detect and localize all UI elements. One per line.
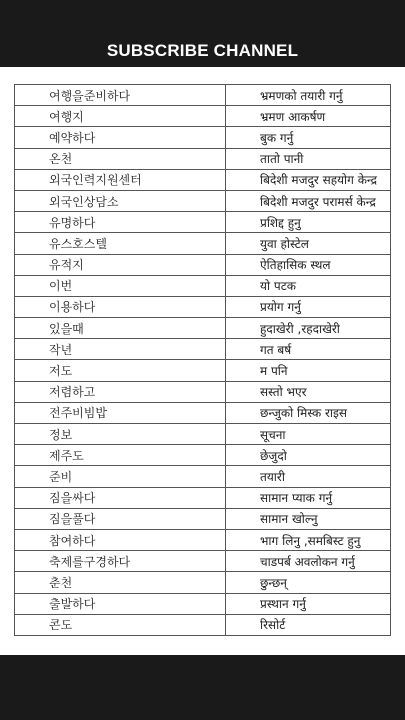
nepali-meaning-cell: ऐतिहासिक स्थल: [226, 254, 391, 275]
korean-word-cell: 유명하다: [15, 212, 226, 233]
nepali-meaning-cell: बिदेशी मजदुर परामर्स केन्द्र: [226, 190, 391, 211]
korean-word-cell: 작년: [15, 339, 226, 360]
vocabulary-table-body: [15, 85, 391, 636]
korean-word-cell: 춘천: [15, 572, 226, 593]
korean-word-cell: 유적지: [15, 254, 226, 275]
nepali-meaning-cell: बिदेशी मजदुर सहयोग केन्द्र: [226, 169, 391, 190]
nepali-meaning-cell: भ्रमणको तयारी गर्नु: [226, 85, 391, 106]
korean-word-cell: 출발하다: [15, 593, 226, 614]
table-row: [15, 169, 391, 190]
korean-word-cell: 짐을싸다: [15, 487, 226, 508]
nepali-meaning-cell: सस्तो भएर: [226, 381, 391, 402]
nepali-meaning-cell: म पनि: [226, 360, 391, 381]
table-row: [15, 508, 391, 529]
nepali-meaning-cell: भाग लिनु ,समबिस्ट हुनु: [226, 529, 391, 550]
nepali-meaning-cell: सामान खोल्नु: [226, 508, 391, 529]
table-row: [15, 339, 391, 360]
table-row: [15, 127, 391, 148]
korean-word-cell: 이번: [15, 275, 226, 296]
table-row: [15, 296, 391, 317]
korean-word-cell: 이용하다: [15, 296, 226, 317]
korean-word-cell: 유스호스텔: [15, 233, 226, 254]
nepali-meaning-cell: तातो पानी: [226, 148, 391, 169]
table-row: [15, 275, 391, 296]
subscribe-banner-title: SUBSCRIBE CHANNEL: [106, 41, 299, 60]
table-row: [15, 529, 391, 550]
nepali-meaning-cell: बुक गर्नु: [226, 127, 391, 148]
korean-word-cell: 여행지: [15, 106, 226, 127]
nepali-meaning-cell: सूचना: [226, 424, 391, 445]
table-row: [15, 233, 391, 254]
table-row: [15, 424, 391, 445]
korean-word-cell: 콘도: [15, 614, 226, 635]
korean-word-cell: 온천: [15, 148, 226, 169]
table-row: [15, 148, 391, 169]
nepali-meaning-cell: यो पटक: [226, 275, 391, 296]
nepali-meaning-cell: छन्जुको मिस्क राइस: [226, 402, 391, 423]
korean-word-cell: 외국인상담소: [15, 190, 226, 211]
nepali-meaning-cell: तयारी: [226, 466, 391, 487]
nepali-meaning-cell: छेजुदो: [226, 445, 391, 466]
korean-word-cell: 정보: [15, 424, 226, 445]
table-row: [15, 551, 391, 572]
nepali-meaning-cell: प्रस्थान गर्नु: [226, 593, 391, 614]
table-row: [15, 212, 391, 233]
korean-word-cell: 있을때: [15, 318, 226, 339]
vocabulary-table: [14, 84, 391, 636]
nepali-meaning-cell: प्रयोग गर्नु: [226, 296, 391, 317]
korean-word-cell: 준비: [15, 466, 226, 487]
nepali-meaning-cell: प्रशिद्द हुनु: [226, 212, 391, 233]
table-row: [15, 445, 391, 466]
table-row: [15, 85, 391, 106]
korean-word-cell: 저렴하고: [15, 381, 226, 402]
nepali-meaning-cell: रिसोर्ट: [226, 614, 391, 635]
korean-word-cell: 전주비빔밥: [15, 402, 226, 423]
korean-word-cell: 제주도: [15, 445, 226, 466]
table-row: [15, 254, 391, 275]
table-row: [15, 106, 391, 127]
table-row: [15, 360, 391, 381]
table-row: [15, 318, 391, 339]
table-row: [15, 487, 391, 508]
nepali-meaning-cell: सामान प्याक गर्नु: [226, 487, 391, 508]
table-row: [15, 572, 391, 593]
bottom-banner-background: [0, 655, 405, 720]
korean-word-cell: 외국인력지원센터: [15, 169, 226, 190]
table-row: [15, 381, 391, 402]
korean-word-cell: 저도: [15, 360, 226, 381]
korean-word-cell: 여행을준비하다: [15, 85, 226, 106]
table-row: [15, 190, 391, 211]
korean-word-cell: 예약하다: [15, 127, 226, 148]
nepali-meaning-cell: चाडपर्ब अवलोकन गर्नु: [226, 551, 391, 572]
nepali-meaning-cell: छुन्छन्: [226, 572, 391, 593]
nepali-meaning-cell: युवा होस्टेल: [226, 233, 391, 254]
table-row: [15, 614, 391, 635]
korean-word-cell: 짐을풀다: [15, 508, 226, 529]
table-row: [15, 466, 391, 487]
table-row: [15, 593, 391, 614]
korean-word-cell: 참여하다: [15, 529, 226, 550]
nepali-meaning-cell: भ्रमण आकर्षण: [226, 106, 391, 127]
nepali-meaning-cell: गत बर्ष: [226, 339, 391, 360]
nepali-meaning-cell: हुदाखेरी ,रहदाखेरी: [226, 318, 391, 339]
table-row: [15, 402, 391, 423]
korean-word-cell: 축제를구경하다: [15, 551, 226, 572]
